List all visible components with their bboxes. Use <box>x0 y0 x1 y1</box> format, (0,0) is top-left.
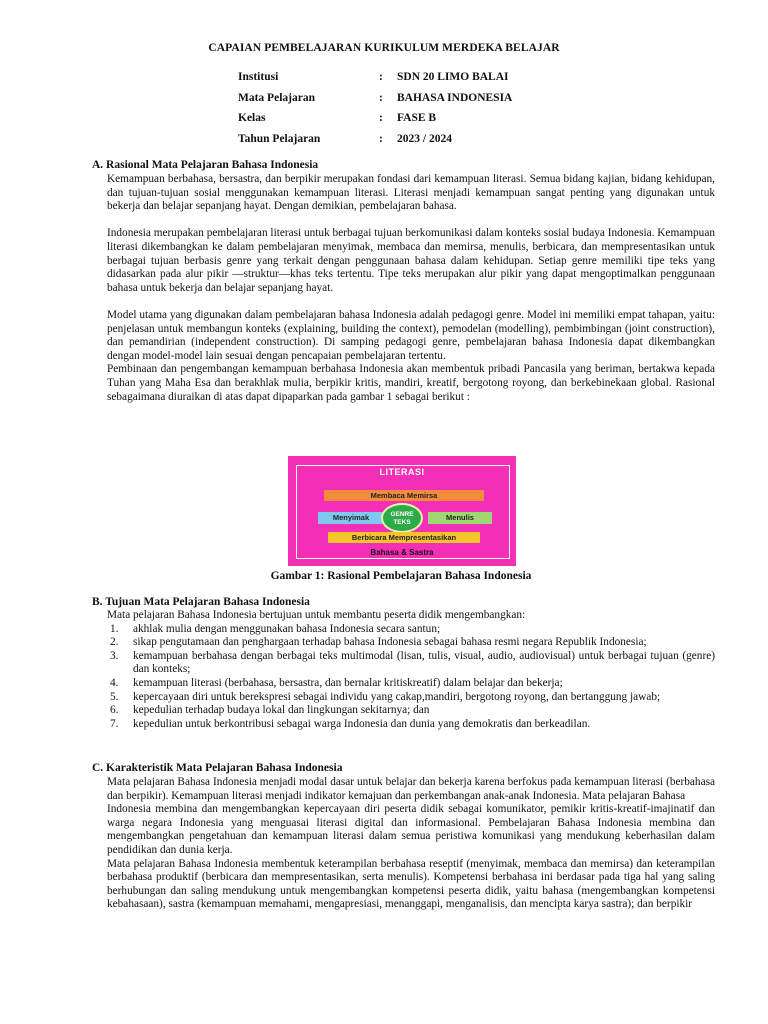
figure-caption: Gambar 1: Rasional Pembelajaran Bahasa Indonesia <box>270 570 532 582</box>
list-number: 5. <box>110 690 119 703</box>
diagram-center-genre-teks: GENRE TEKS <box>381 503 423 533</box>
meta-value: FASE B <box>397 112 437 124</box>
list-text: sikap pengutamaan dan penghargaan terhadap bahasa Indonesia sebagai bahasa resmi negara Republik Indonesia; <box>133 636 647 649</box>
meta-row-institusi <box>238 71 512 92</box>
diagram-box-menulis: Menulis <box>428 512 492 524</box>
list-item <box>107 691 715 705</box>
meta-table <box>238 71 512 153</box>
section-a-body <box>107 173 715 404</box>
list-number: 1. <box>110 622 119 635</box>
section-a-paragraph-2: Indonesia merupakan pembelajaran literasi untuk berbagai tujuan berkomunikasi dalam konteks sosial budaya Indonesia. Kemampuan literasi dikembangkan ke dalam pembelajaran menyimak, membaca dan memirsa, menulis, berbicara, dan mempresentasikan untuk berbagai tujuan berbasis genre yang terkait dengan penggunaan bahasa dalam kehidupan. Setiap genre memiliki tipe teks yang didasarkan pada alur pikir —struktur—khas teks tertentu. Tipe teks merupakan alur pikir yang dapat mengoptimalkan penggunaan bahasa untuk bekerja dan belajar sepanjang hayat. <box>107 227 715 294</box>
meta-row-mata-pelajaran <box>238 92 512 113</box>
list-text: akhlak mulia dengan menggunakan bahasa Indonesia secara santun; <box>133 622 441 635</box>
diagram-title: LITERASI <box>379 467 425 477</box>
section-a-paragraph-3: Model utama yang digunakan dalam pembelajaran bahasa Indonesia adalah pedagogi genre. Model ini memiliki empat tahapan, yaitu: penjelasan untuk membangun konteks (explaining, building the context), pemodelan (modelling), pembimbingan (joint construction), dan pemandirian (independent construction). Di samping pedagogi genre, pembelajaran bahasa Indonesia dapat dikembangkan dengan model-model lain sesuai dengan pencapaian pembelajaran tertentu. <box>107 308 715 362</box>
meta-row-tahun-pelajaran <box>238 133 512 154</box>
meta-key: Institusi <box>238 71 279 83</box>
list-item <box>107 677 715 691</box>
list-item <box>107 636 715 650</box>
list-text: kepedulian terhadap budaya lokal dan lingkungan sekitarnya; dan <box>133 704 430 717</box>
list-number: 4. <box>110 676 119 689</box>
section-b-heading: B. Tujuan Mata Pelajaran Bahasa Indonesia <box>92 596 310 608</box>
section-c-body <box>107 776 715 912</box>
section-c-paragraph-2: Indonesia membina dan mengembangkan kepercayaan diri peserta didik sebagai komunikator, pemikir kritis-kreatif-imajinatif dan warga negara Indonesia yang menguasai literasi digital dan informasional. Pembelajaran Bahasa Indonesia membina dan mengembangkan pengetahuan dan kemampuan literasi dalam semua peristiwa komunikasi yang mendukung keberhasilan dalam pendidikan dan dunia kerja. <box>107 803 715 856</box>
document-title: CAPAIAN PEMBELAJARAN KURIKULUM MERDEKA BELAJAR <box>208 42 560 54</box>
section-c-paragraph-1: Mata pelajaran Bahasa Indonesia menjadi modal dasar untuk belajar dan bekerja karena berfokus pada kemampuan literasi (berbahasa dan berpikir). Kemampuan literasi menjadi indikator kemajuan dan perkembangan anak-anak Indonesia. Mata pelajaran Bahasa <box>107 776 715 802</box>
section-c-paragraph-3: Mata pelajaran Bahasa Indonesia membentuk keterampilan berbahasa reseptif (menyimak, membaca dan memirsa) dan keterampilan berbahasa produktif (berbicara dan mempresentasikan, serta menulis). Kompetensi berbahasa ini berdasar pada tiga hal yang saling berhubungan dan saling mendukung untuk mengembangkan kompetensi peserta didik, yaitu bahasa (mengembangkan kompetensi kebahasaan), sastra (kemampuan memahami, mengapresiasi, menanggapi, menganalisis, dan mencipta karya sastra); dan berpikir <box>107 857 715 911</box>
section-a-paragraph-1: Kemampuan berbahasa, bersastra, dan berpikir merupakan fondasi dari kemampuan literasi. Semua bidang kajian, bidang kehidupan, dan tujuan-tujuan sosial menggunakan kemampuan literasi. Literasi menjadi kemampuan sangat penting yang digunakan untuk bekerja dan belajar sepanjang hayat. Dengan demikian, pembelajaran bahasa. <box>107 173 715 213</box>
list-number: 3. <box>110 649 119 662</box>
section-c-heading: C. Karakteristik Mata Pelajaran Bahasa Indonesia <box>92 762 343 774</box>
meta-key: Tahun Pelajaran <box>238 132 321 145</box>
list-item <box>107 623 715 637</box>
list-text: kepercayaan diri untuk berekspresi sebagai individu yang cakap,mandiri, bergotong royong, dan bertanggung jawab; <box>133 690 661 703</box>
diagram-footer: Bahasa & Sastra <box>370 548 434 557</box>
section-a-paragraph-4: Pembinaan dan pengembangan kemampuan berbahasa Indonesia akan membentuk pribadi Pancasila yang beriman, bertakwa kepada Tuhan yang Maha Esa dan berakhlak mulia, berpikir kritis, mandiri, kreatif, bergotong royong, dan berkebinekaan global. Rasional sebagaimana diuraikan di atas dapat dipaparkan pada gambar 1 sebagai berikut : <box>107 363 715 403</box>
meta-colon: : <box>379 112 383 124</box>
list-text: kemampuan berbahasa dengan berbagai teks multimodal (lisan, tulis, visual, audio, audiovisual) untuk berbagai tujuan (genre) dan konteks; <box>133 649 715 676</box>
diagram-box-membaca-memirsa: Membaca Memirsa <box>324 490 484 501</box>
list-item <box>107 704 715 718</box>
list-text: kemampuan literasi (berbahasa, bersastra, dan bernalar kritiskreatif) dalam belajar dan bekerja; <box>133 676 563 689</box>
list-number: 7. <box>110 717 119 730</box>
meta-value: BAHASA INDONESIA <box>397 91 513 104</box>
list-text: kepedulian untuk berkontribusi sebagai warga Indonesia dan dunia yang demokratis dan berkeadilan. <box>133 717 591 730</box>
meta-key: Mata Pelajaran <box>238 91 315 104</box>
section-b-body <box>107 609 715 731</box>
list-number: 2. <box>110 636 119 649</box>
list-item <box>107 718 715 732</box>
diagram-box-menyimak: Menyimak <box>318 512 384 524</box>
meta-colon: : <box>379 71 383 83</box>
meta-value: 2023 / 2024 <box>397 132 452 145</box>
literasi-diagram <box>288 456 516 566</box>
meta-colon: : <box>379 132 383 145</box>
meta-key: Kelas <box>238 112 266 124</box>
meta-row-kelas <box>238 112 512 133</box>
list-item <box>107 650 715 677</box>
section-b-intro: Mata pelajaran Bahasa Indonesia bertujuan untuk membantu peserta didik mengembangkan: <box>107 609 526 621</box>
list-number: 6. <box>110 704 119 717</box>
section-b-list <box>107 623 715 732</box>
diagram-box-berbicara-mempresentasikan: Berbicara Mempresentasikan <box>328 532 480 543</box>
section-a-heading: A. Rasional Mata Pelajaran Bahasa Indonesia <box>92 159 319 171</box>
meta-value: SDN 20 LIMO BALAI <box>397 71 509 83</box>
meta-colon: : <box>379 91 383 104</box>
